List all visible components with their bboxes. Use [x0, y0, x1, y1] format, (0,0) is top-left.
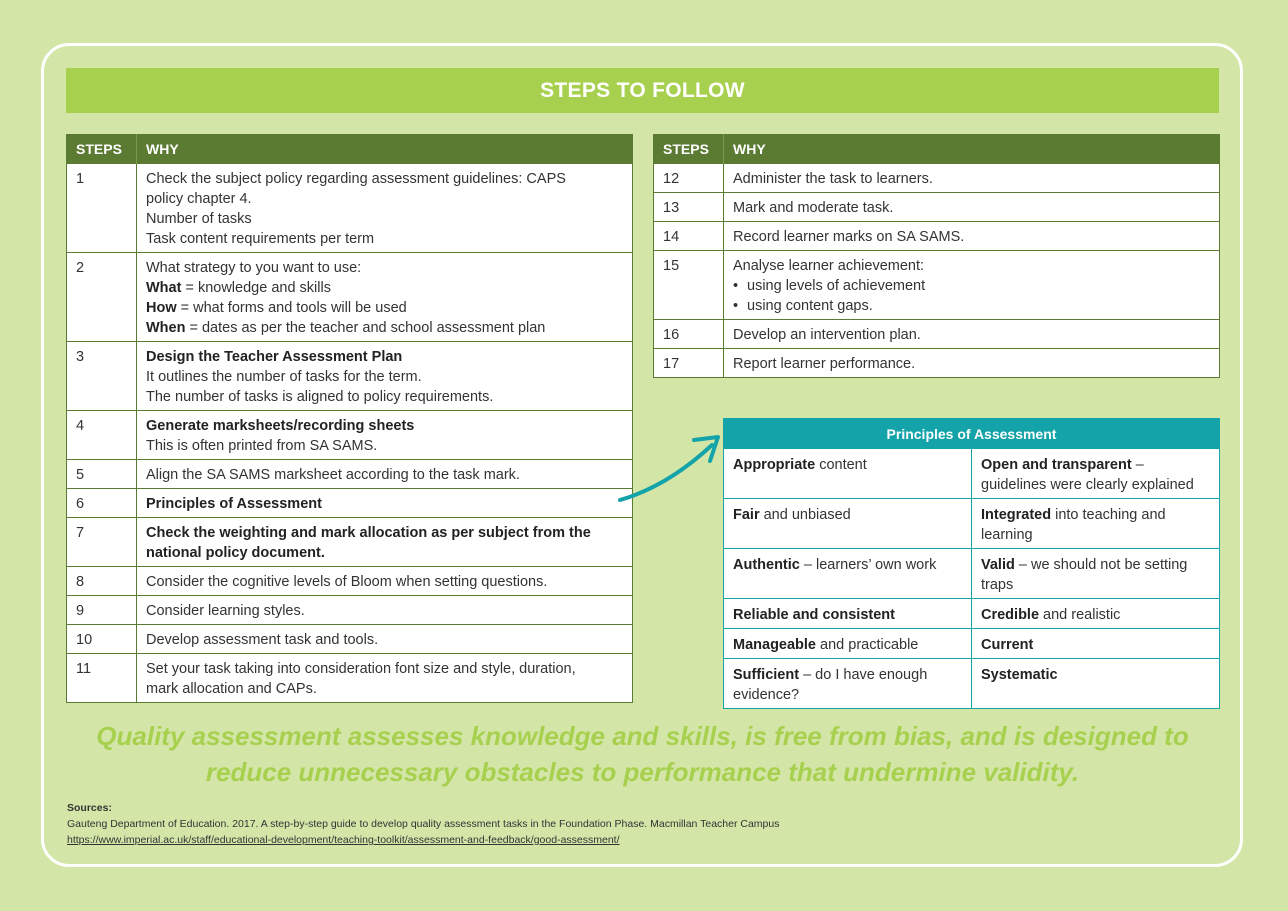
step-number: 7 [67, 518, 137, 567]
why-line [146, 169, 623, 189]
why-line [146, 679, 623, 699]
step-number: 3 [67, 342, 137, 411]
principle-name: Current [981, 637, 1034, 653]
why-line [146, 601, 623, 621]
step-number: 16 [654, 320, 724, 349]
why-line [146, 367, 623, 387]
table-row [67, 342, 633, 411]
why-line-text: What strategy to you want to use: [146, 260, 362, 276]
principle-name: Authentic [733, 557, 800, 573]
why-line-bold: What [146, 280, 182, 296]
step-number: 12 [654, 164, 724, 193]
table-row [67, 567, 633, 596]
principle-name: Integrated [981, 507, 1052, 523]
principle-cell [724, 549, 972, 599]
why-header: WHY [724, 135, 1220, 164]
table-row [67, 654, 633, 703]
why-line-text: The number of tasks is aligned to policy requirements. [146, 389, 494, 405]
table-row [654, 320, 1220, 349]
why-line-text: Report learner performance. [733, 356, 916, 372]
principle-desc: and unbiased [759, 507, 851, 523]
step-why [137, 411, 633, 460]
sources-block [67, 800, 779, 848]
step-why [724, 251, 1220, 320]
principle-cell [972, 449, 1220, 499]
table-row [654, 349, 1220, 378]
step-number: 17 [654, 349, 724, 378]
step-why [137, 654, 633, 703]
step-why [137, 596, 633, 625]
step-why [724, 349, 1220, 378]
step-why [137, 625, 633, 654]
table-row [67, 489, 633, 518]
step-number: 4 [67, 411, 137, 460]
step-number: 2 [67, 253, 137, 342]
principle-name: Reliable and consistent [733, 607, 895, 623]
why-line-bold: When [146, 320, 186, 336]
why-line-text: Record learner marks on SA SAMS. [733, 229, 965, 245]
bullet-item: • using levels of achievement [733, 276, 1210, 296]
why-line [733, 169, 1210, 189]
table-row [67, 460, 633, 489]
step-number: 6 [67, 489, 137, 518]
step-why [724, 164, 1220, 193]
principle-cell [972, 599, 1220, 629]
step-number: 1 [67, 164, 137, 253]
table-row [67, 625, 633, 654]
why-line [146, 189, 623, 209]
principles-row [724, 659, 1220, 709]
principle-name: Credible [981, 607, 1040, 623]
step-why [724, 320, 1220, 349]
why-line [146, 465, 623, 485]
why-line-text: This is often printed from SA SAMS. [146, 438, 378, 454]
why-line [146, 298, 623, 318]
why-line [733, 256, 1210, 276]
table-row [67, 518, 633, 567]
table-row [67, 164, 633, 253]
why-line [733, 325, 1210, 345]
principle-name: Manageable [733, 637, 816, 653]
step-number: 5 [67, 460, 137, 489]
why-line-bold: Design the Teacher Assessment Plan [146, 349, 403, 365]
principle-name: Fair [733, 507, 760, 523]
principles-row [724, 499, 1220, 549]
step-why [137, 460, 633, 489]
why-line-text: mark allocation and CAPs. [146, 681, 317, 697]
principle-desc: content [815, 457, 867, 473]
step-why [137, 489, 633, 518]
why-line-text: Number of tasks [146, 211, 252, 227]
principle-name: Sufficient [733, 667, 800, 683]
principles-row [724, 449, 1220, 499]
step-why [137, 164, 633, 253]
why-line-bold: national policy document. [146, 545, 325, 561]
why-line [733, 227, 1210, 247]
principles-row [724, 549, 1220, 599]
why-line-text: = dates as per the teacher and school assessment plan [185, 320, 546, 336]
why-line [146, 229, 623, 249]
step-number: 8 [67, 567, 137, 596]
table-row [654, 164, 1220, 193]
principle-cell [724, 659, 972, 709]
why-line [146, 630, 623, 650]
principle-name: Open and transparent [981, 457, 1132, 473]
table-row [654, 193, 1220, 222]
step-number: 14 [654, 222, 724, 251]
bullet-item: • using content gaps. [733, 296, 1210, 316]
steps-table-left [66, 134, 633, 703]
principle-cell [972, 659, 1220, 709]
why-line-text: Administer the task to learners. [733, 171, 933, 187]
step-why [137, 253, 633, 342]
why-line-text: It outlines the number of tasks for the term. [146, 369, 422, 385]
principle-desc: – learners’ own work [799, 557, 937, 573]
step-number: 15 [654, 251, 724, 320]
step-why [724, 222, 1220, 251]
table-header-row [654, 135, 1220, 164]
why-line-text: policy chapter 4. [146, 191, 252, 207]
principle-desc: and practicable [816, 637, 919, 653]
principle-cell [972, 499, 1220, 549]
principles-title: Principles of Assessment [724, 419, 1220, 449]
principle-desc: into teaching and learning [981, 507, 1166, 543]
why-line-text: Check the subject policy regarding assessment guidelines: CAPS [146, 171, 566, 187]
why-line-text: = what forms and tools will be used [176, 300, 407, 316]
why-line-bold: Generate marksheets/recording sheets [146, 418, 415, 434]
step-number: 10 [67, 625, 137, 654]
principle-cell [724, 499, 972, 549]
why-line-text: Task content requirements per term [146, 231, 375, 247]
principle-desc: – we should not be setting traps [981, 557, 1188, 593]
why-line [146, 659, 623, 679]
principle-cell [972, 629, 1220, 659]
why-line [146, 523, 623, 543]
why-line-text: Mark and moderate task. [733, 200, 894, 216]
why-line-text: Develop an intervention plan. [733, 327, 921, 343]
step-number: 9 [67, 596, 137, 625]
table-row [654, 222, 1220, 251]
why-line-text: Analyse learner achievement: [733, 258, 925, 274]
why-line [146, 318, 623, 338]
principle-cell [724, 629, 972, 659]
principle-cell [724, 599, 972, 629]
why-line-text: = knowledge and skills [181, 280, 331, 296]
steps-header: STEPS [654, 135, 724, 164]
why-line [146, 436, 623, 456]
sources-link[interactable]: https://www.imperial.ac.uk/staff/educational-development/teaching-toolkit/assessment-and-feedback/good-assessment/ [67, 834, 620, 846]
why-line [733, 198, 1210, 218]
why-line [146, 387, 623, 407]
principles-table [723, 418, 1220, 709]
step-why [137, 342, 633, 411]
table-row [654, 251, 1220, 320]
table-row [67, 253, 633, 342]
why-line-text: Consider the cognitive levels of Bloom when setting questions. [146, 574, 548, 590]
principle-desc: – do I have enough evidence? [733, 667, 928, 703]
table-header-row [67, 135, 633, 164]
why-line-bold: Principles of Assessment [146, 496, 322, 512]
quality-quote [66, 718, 1219, 790]
why-line [146, 209, 623, 229]
principle-cell [724, 449, 972, 499]
page-title: STEPS TO FOLLOW [66, 68, 1219, 113]
steps-header: STEPS [67, 135, 137, 164]
step-why [137, 518, 633, 567]
why-line-text: Develop assessment task and tools. [146, 632, 379, 648]
step-why [137, 567, 633, 596]
principle-cell [972, 549, 1220, 599]
why-line-text: Set your task taking into consideration font size and style, duration, [146, 661, 576, 677]
principle-name: Appropriate [733, 457, 816, 473]
why-header: WHY [137, 135, 633, 164]
table-row [67, 596, 633, 625]
why-line-bold: How [146, 300, 177, 316]
sources-text: Gauteng Department of Education. 2017. A step-by-step guide to develop quality assessment tasks in the Foundation Phase. Macmillan Teacher Campus [67, 818, 780, 830]
why-line [146, 543, 623, 563]
why-line [733, 354, 1210, 374]
step-number: 11 [67, 654, 137, 703]
quote-line-1: Quality assessment assesses knowledge and skills, is free from bias, and is designed to [96, 721, 1189, 751]
principle-desc: and realistic [1039, 607, 1121, 623]
principle-name: Valid [981, 557, 1015, 573]
quote-line-2: reduce unnecessary obstacles to performance that undermine validity. [205, 757, 1080, 787]
curved-arrow-icon [610, 425, 730, 510]
why-line [146, 258, 623, 278]
principles-row [724, 629, 1220, 659]
why-line-bold: Check the weighting and mark allocation as per subject from the [146, 525, 591, 541]
sources-title: Sources: [67, 802, 112, 814]
step-why [724, 193, 1220, 222]
why-line [146, 278, 623, 298]
table-row [67, 411, 633, 460]
why-line-text: Consider learning styles. [146, 603, 305, 619]
why-line [146, 494, 623, 514]
why-line [146, 572, 623, 592]
why-line [146, 416, 623, 436]
why-line-text: Align the SA SAMS marksheet according to the task mark. [146, 467, 520, 483]
steps-table-right [653, 134, 1220, 378]
principle-name: Systematic [981, 667, 1058, 683]
why-line [146, 347, 623, 367]
principles-row [724, 599, 1220, 629]
step-number: 13 [654, 193, 724, 222]
principle-desc: – guidelines were clearly explained [981, 457, 1194, 493]
